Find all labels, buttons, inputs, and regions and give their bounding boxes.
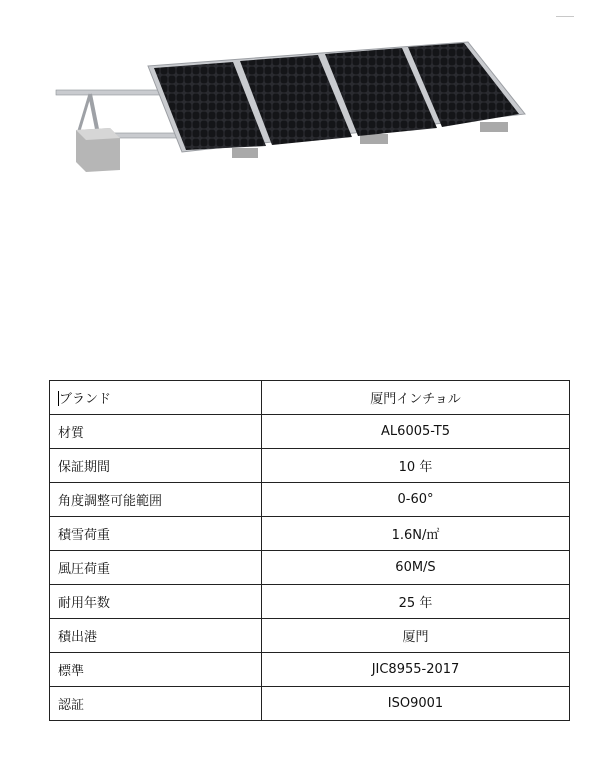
spec-label — [50, 585, 262, 619]
spec-table — [49, 380, 570, 721]
spec-label-text: 積出港 — [58, 630, 98, 645]
spec-value: 60M/S — [262, 551, 570, 585]
spec-label — [50, 653, 262, 687]
spec-value: 0-60° — [262, 483, 570, 517]
table-row — [50, 381, 570, 415]
spec-label — [50, 687, 262, 721]
spec-value: ISO9001 — [262, 687, 570, 721]
table-row — [50, 585, 570, 619]
spec-value: 25 年 — [262, 585, 570, 619]
spec-label-text: 風圧荷重 — [58, 562, 111, 577]
table-row — [50, 551, 570, 585]
spec-label-text: 保証期間 — [58, 460, 111, 475]
table-row — [50, 653, 570, 687]
spec-label-text: ブランド — [59, 392, 112, 407]
spec-value: JIC8955-2017 — [262, 653, 570, 687]
spec-value: 1.6N/㎡ — [262, 517, 570, 551]
spec-value: AL6005-T5 — [262, 415, 570, 449]
spec-value: 10 年 — [262, 449, 570, 483]
table-row — [50, 619, 570, 653]
spec-label — [50, 381, 262, 415]
table-row — [50, 483, 570, 517]
spec-value: 厦門 — [262, 619, 570, 653]
spec-label — [50, 483, 262, 517]
spec-label-text: 材質 — [58, 426, 85, 441]
table-row — [50, 517, 570, 551]
table-row — [50, 449, 570, 483]
spec-label-text: 認証 — [58, 698, 85, 713]
spec-label — [50, 619, 262, 653]
spec-label — [50, 551, 262, 585]
spec-label-text: 耐用年数 — [58, 596, 111, 611]
spec-label — [50, 415, 262, 449]
spec-label — [50, 517, 262, 551]
spec-label-text: 積雪荷重 — [58, 528, 111, 543]
spec-label — [50, 449, 262, 483]
solar-mount-product-image — [40, 30, 560, 180]
top-divider-mark — [556, 16, 574, 17]
table-row — [50, 687, 570, 721]
table-row — [50, 415, 570, 449]
spec-value: 厦門インチョル — [262, 381, 570, 415]
spec-label-text: 角度調整可能範囲 — [58, 494, 163, 509]
spec-label-text: 標準 — [58, 664, 85, 679]
